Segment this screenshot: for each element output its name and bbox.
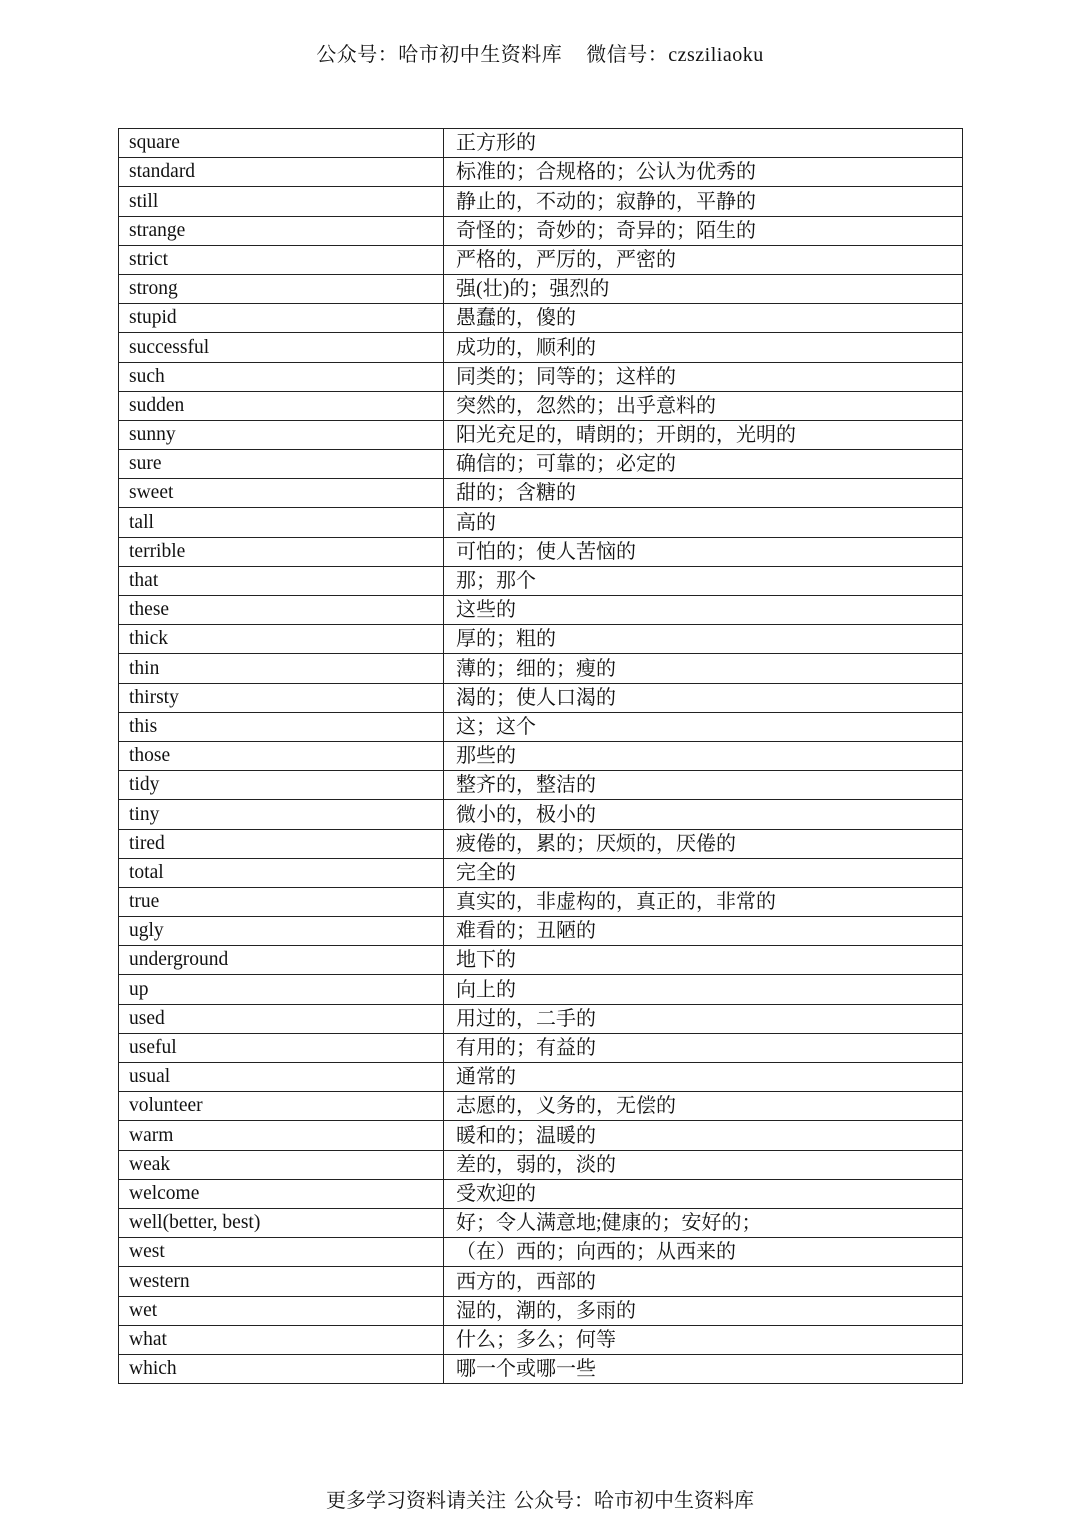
table-row bbox=[119, 450, 963, 479]
header-wechat-id: 微信号：czsziliaoku bbox=[586, 44, 764, 66]
meaning-cell: 整齐的，整洁的 bbox=[444, 771, 963, 800]
meaning-cell: 严格的，严厉的，严密的 bbox=[444, 245, 963, 274]
word-cell: useful bbox=[119, 1033, 444, 1062]
meaning-cell: 完全的 bbox=[444, 858, 963, 887]
meaning-cell: 奇怪的；奇妙的；奇异的；陌生的 bbox=[444, 216, 963, 245]
table-row bbox=[119, 946, 963, 975]
word-cell: strange bbox=[119, 216, 444, 245]
word-cell: these bbox=[119, 596, 444, 625]
word-cell: terrible bbox=[119, 537, 444, 566]
meaning-cell: 甜的；含糖的 bbox=[444, 479, 963, 508]
footer-account-name: 公众号：哈市初中生资料库 bbox=[514, 1490, 754, 1512]
word-cell: western bbox=[119, 1267, 444, 1296]
word-cell: such bbox=[119, 362, 444, 391]
word-cell: this bbox=[119, 712, 444, 741]
meaning-cell: 愚蠢的，傻的 bbox=[444, 304, 963, 333]
meaning-cell: 确信的；可靠的；必定的 bbox=[444, 450, 963, 479]
word-cell: well(better, best) bbox=[119, 1208, 444, 1237]
table-row bbox=[119, 1004, 963, 1033]
word-cell: stupid bbox=[119, 304, 444, 333]
table-row bbox=[119, 800, 963, 829]
page-footer bbox=[0, 1484, 1080, 1513]
word-cell: warm bbox=[119, 1121, 444, 1150]
meaning-cell: 用过的，二手的 bbox=[444, 1004, 963, 1033]
meaning-cell: 薄的；细的；瘦的 bbox=[444, 654, 963, 683]
table-row bbox=[119, 596, 963, 625]
table-row bbox=[119, 712, 963, 741]
meaning-cell: 高的 bbox=[444, 508, 963, 537]
table-row bbox=[119, 829, 963, 858]
table-row bbox=[119, 1150, 963, 1179]
table-row bbox=[119, 1121, 963, 1150]
table-row bbox=[119, 274, 963, 303]
table-row bbox=[119, 1092, 963, 1121]
meaning-cell: 真实的，非虚构的，真正的，非常的 bbox=[444, 887, 963, 916]
meaning-cell: 突然的，忽然的；出乎意料的 bbox=[444, 391, 963, 420]
word-cell: that bbox=[119, 566, 444, 595]
meaning-cell: 同类的；同等的；这样的 bbox=[444, 362, 963, 391]
table-row bbox=[119, 333, 963, 362]
word-cell: strong bbox=[119, 274, 444, 303]
meaning-cell: 难看的；丑陋的 bbox=[444, 917, 963, 946]
word-cell: tiny bbox=[119, 800, 444, 829]
meaning-cell: 渴的；使人口渴的 bbox=[444, 683, 963, 712]
meaning-cell: 这；这个 bbox=[444, 712, 963, 741]
table-row bbox=[119, 771, 963, 800]
meaning-cell: 成功的，顺利的 bbox=[444, 333, 963, 362]
meaning-cell: 好；令人满意地;健康的；安好的； bbox=[444, 1208, 963, 1237]
meaning-cell: 向上的 bbox=[444, 975, 963, 1004]
table-row bbox=[119, 566, 963, 595]
table-row bbox=[119, 391, 963, 420]
table-row bbox=[119, 245, 963, 274]
table-row bbox=[119, 1325, 963, 1354]
word-cell: what bbox=[119, 1325, 444, 1354]
table-row bbox=[119, 508, 963, 537]
table-row bbox=[119, 187, 963, 216]
table-row bbox=[119, 1033, 963, 1062]
word-cell: square bbox=[119, 129, 444, 158]
table-row bbox=[119, 129, 963, 158]
word-cell: those bbox=[119, 741, 444, 770]
meaning-cell: 疲倦的，累的；厌烦的，厌倦的 bbox=[444, 829, 963, 858]
table-row bbox=[119, 362, 963, 391]
table-row bbox=[119, 1267, 963, 1296]
meaning-cell: 可怕的；使人苦恼的 bbox=[444, 537, 963, 566]
meaning-cell: 西方的，西部的 bbox=[444, 1267, 963, 1296]
meaning-cell: 哪一个或哪一些 bbox=[444, 1354, 963, 1383]
word-cell: total bbox=[119, 858, 444, 887]
meaning-cell: 阳光充足的，晴朗的；开朗的，光明的 bbox=[444, 420, 963, 449]
word-cell: west bbox=[119, 1238, 444, 1267]
table-row bbox=[119, 1296, 963, 1325]
page-header bbox=[0, 38, 1080, 67]
word-cell: thick bbox=[119, 625, 444, 654]
word-cell: weak bbox=[119, 1150, 444, 1179]
meaning-cell: 受欢迎的 bbox=[444, 1179, 963, 1208]
meaning-cell: 通常的 bbox=[444, 1063, 963, 1092]
word-cell: tired bbox=[119, 829, 444, 858]
word-cell: strict bbox=[119, 245, 444, 274]
meaning-cell: 厚的；粗的 bbox=[444, 625, 963, 654]
table-row bbox=[119, 887, 963, 916]
meaning-cell: 标准的；合规格的；公认为优秀的 bbox=[444, 158, 963, 187]
word-cell: true bbox=[119, 887, 444, 916]
meaning-cell: 什么；多么；何等 bbox=[444, 1325, 963, 1354]
table-row bbox=[119, 683, 963, 712]
table-row bbox=[119, 420, 963, 449]
word-cell: sunny bbox=[119, 420, 444, 449]
table-row bbox=[119, 917, 963, 946]
meaning-cell: 强(壮)的；强烈的 bbox=[444, 274, 963, 303]
header-account-name: 公众号：哈市初中生资料库 bbox=[316, 44, 563, 66]
meaning-cell: 有用的；有益的 bbox=[444, 1033, 963, 1062]
meaning-cell: 那；那个 bbox=[444, 566, 963, 595]
table-row bbox=[119, 304, 963, 333]
word-cell: thirsty bbox=[119, 683, 444, 712]
table-row bbox=[119, 537, 963, 566]
word-cell: which bbox=[119, 1354, 444, 1383]
word-cell: tidy bbox=[119, 771, 444, 800]
word-cell: up bbox=[119, 975, 444, 1004]
word-cell: volunteer bbox=[119, 1092, 444, 1121]
word-cell: sure bbox=[119, 450, 444, 479]
footer-follow-text: 更多学习资料请关注 bbox=[326, 1490, 506, 1512]
meaning-cell: 地下的 bbox=[444, 946, 963, 975]
table-row bbox=[119, 1208, 963, 1237]
meaning-cell: 那些的 bbox=[444, 741, 963, 770]
word-cell: standard bbox=[119, 158, 444, 187]
table-row bbox=[119, 158, 963, 187]
meaning-cell: 志愿的，义务的，无偿的 bbox=[444, 1092, 963, 1121]
table-row bbox=[119, 1238, 963, 1267]
meaning-cell: 暖和的；温暖的 bbox=[444, 1121, 963, 1150]
meaning-cell: 静止的，不动的；寂静的，平静的 bbox=[444, 187, 963, 216]
meaning-cell: （在）西的；向西的；从西来的 bbox=[444, 1238, 963, 1267]
meaning-cell: 湿的，潮的，多雨的 bbox=[444, 1296, 963, 1325]
word-cell: wet bbox=[119, 1296, 444, 1325]
word-cell: tall bbox=[119, 508, 444, 537]
word-cell: still bbox=[119, 187, 444, 216]
meaning-cell: 这些的 bbox=[444, 596, 963, 625]
vocabulary-table-body bbox=[119, 129, 963, 1384]
vocabulary-table bbox=[118, 128, 963, 1384]
word-cell: successful bbox=[119, 333, 444, 362]
table-row bbox=[119, 654, 963, 683]
word-cell: usual bbox=[119, 1063, 444, 1092]
table-row bbox=[119, 858, 963, 887]
meaning-cell: 差的，弱的，淡的 bbox=[444, 1150, 963, 1179]
word-cell: welcome bbox=[119, 1179, 444, 1208]
table-row bbox=[119, 1063, 963, 1092]
meaning-cell: 正方形的 bbox=[444, 129, 963, 158]
table-row bbox=[119, 741, 963, 770]
word-cell: thin bbox=[119, 654, 444, 683]
meaning-cell: 微小的，极小的 bbox=[444, 800, 963, 829]
table-row bbox=[119, 625, 963, 654]
word-cell: sudden bbox=[119, 391, 444, 420]
table-row bbox=[119, 1354, 963, 1383]
word-cell: ugly bbox=[119, 917, 444, 946]
word-cell: used bbox=[119, 1004, 444, 1033]
word-cell: sweet bbox=[119, 479, 444, 508]
table-row bbox=[119, 975, 963, 1004]
table-row bbox=[119, 479, 963, 508]
table-row bbox=[119, 216, 963, 245]
word-cell: underground bbox=[119, 946, 444, 975]
table-row bbox=[119, 1179, 963, 1208]
